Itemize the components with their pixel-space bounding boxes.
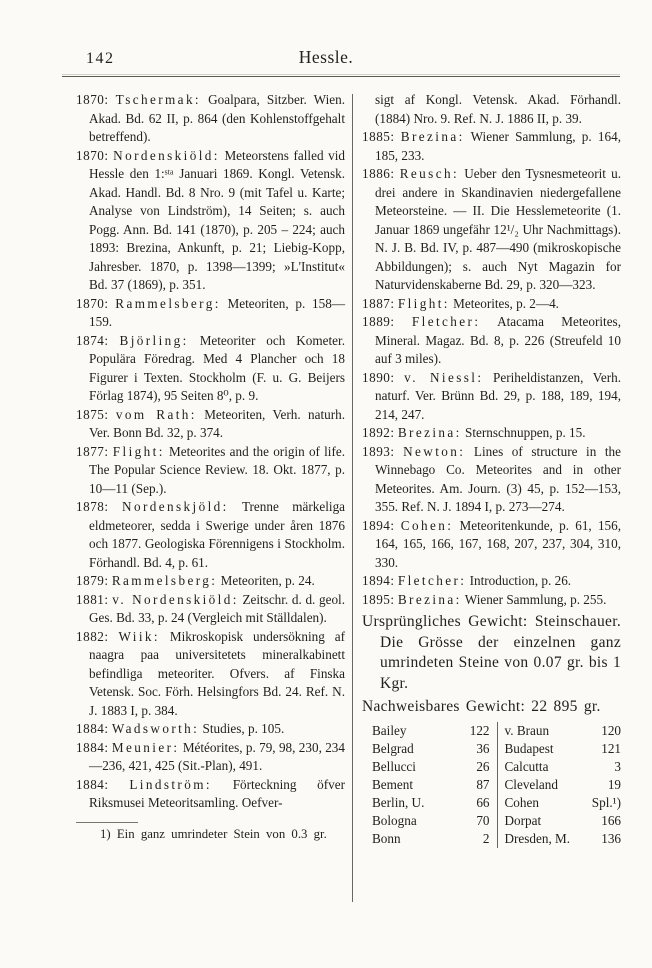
entry-year: 1881: xyxy=(76,591,109,607)
table-row xyxy=(505,794,622,812)
entry-author: Flight: xyxy=(397,295,450,311)
bib-entry xyxy=(362,572,621,591)
collection-name: Calcutta xyxy=(504,758,549,774)
entry-year: 1879: xyxy=(76,573,109,588)
left-column xyxy=(76,91,345,843)
bib-entry xyxy=(362,591,621,610)
table-row xyxy=(372,722,490,740)
entry-author: Rammelsberg: xyxy=(111,573,218,588)
bib-entry xyxy=(76,91,345,147)
entry-author: Meunier: xyxy=(111,739,180,755)
collection-weight: 36 xyxy=(476,740,490,756)
collection-name: Budapest xyxy=(504,740,554,756)
bib-entry xyxy=(76,572,345,591)
entry-text: Introduction, p. 26. xyxy=(469,573,572,588)
table-row xyxy=(372,830,490,848)
weight-table xyxy=(372,722,621,848)
header-rule xyxy=(62,76,620,77)
entry-author: Nordenskiöld: xyxy=(113,147,220,163)
entry-year: 1878: xyxy=(76,499,109,514)
bib-entry xyxy=(76,739,345,776)
table-row xyxy=(372,794,490,812)
entry-year: 1887: xyxy=(362,295,395,311)
collection-name: Bement xyxy=(372,776,414,792)
bib-entry-continuation: sigt af Kongl. Vetensk. Akad. Förhandl. (1884) Nro. 9. Ref. N. J. 1886 II, p. 39. xyxy=(375,92,621,126)
table-row xyxy=(505,722,622,740)
entry-text: Meteorites, p. 2—4. xyxy=(453,295,559,311)
entry-year: 1882: xyxy=(76,628,109,644)
entry-text: Zeitschr. d. d. geol. Ges. Bd. 33, p. 24 (Vergleich mit Ställdalen). xyxy=(89,591,346,625)
entry-text: Meteoriten, p. 158—159. xyxy=(89,295,346,329)
entry-year: 1875: xyxy=(76,406,109,422)
entry-text: Meteorites and the origin of life. The Popular Science Review. 18. Okt. 1877, p. 10—11 (Sep.). xyxy=(89,443,346,496)
entry-text: Meteorstens falled vid Hessle den 1:ˢᵗᵃ Januari 1869. Kongl. Vetensk. Akad. Handl. Bd. 8 Nro. 9 (mit Tafel u. Karte; Analyse von Lindström), 14 Seiten; s. auch Pogg. Ann. Bd. 141 (1870), p. 205 – 224; auch 1893: Brezina, Ankunft, p. 21; Liebig-Kopp, Jahresber. 1870, p. 1398—1399; »L'Institut« Bd. 37 (1869), p. 351. xyxy=(89,147,346,292)
collection-weight: 2 xyxy=(482,830,490,846)
entry-author: Nordenskjöld: xyxy=(122,499,229,514)
entry-author: Rammelsberg: xyxy=(115,295,221,311)
table-row xyxy=(372,758,490,776)
entry-year: 1884: xyxy=(76,739,109,755)
footnote: 1) Ein ganz umrindeter Stein von 0.3 gr. xyxy=(100,826,327,841)
entry-author: Brezina: xyxy=(397,591,462,607)
entry-text: Sternschnuppen, p. 15. xyxy=(465,425,586,440)
entry-author: Lindström: xyxy=(129,776,212,792)
entry-author: Fletcher: xyxy=(411,314,481,329)
bib-entry xyxy=(76,147,345,295)
entry-text: Ueber den Tysnesmeteorit u. drei andere in Skandinavien niedergefallene Meteorsteine. — II. Die Hesslemeteorite (1. Januar 1869 ungefähr 12¹/₂ Uhr Nachmittags). N. J. B. Bd. IV, p. 487—490 (mikroskopische Abbildungen); s. auch Nyt Magazin for Naturvidenskaberne Bd. 29, p. 320—323. xyxy=(375,166,621,292)
collection-name: Cohen xyxy=(504,794,539,810)
entry-year: 1870: xyxy=(76,295,109,311)
collection-name: Belgrad xyxy=(372,740,414,756)
entry-year: 1874: xyxy=(76,332,109,348)
collection-weight: 26 xyxy=(476,758,490,774)
collection-name: Bonn xyxy=(372,830,401,846)
collection-weight: 136 xyxy=(601,830,621,846)
entry-text: Periheldistanzen, Verh. naturf. Ver. Brünn Bd. 29, p. 188, 189, 194, 214, 247. xyxy=(375,369,621,422)
table-row xyxy=(372,776,490,794)
entry-author: Tschermak: xyxy=(115,92,201,107)
collection-weight: 66 xyxy=(476,794,490,810)
entry-year: 1895: xyxy=(362,591,395,607)
entry-year: 1877: xyxy=(76,443,109,459)
running-title: Hessle. xyxy=(298,47,354,67)
collection-name: v. Braun xyxy=(504,722,550,738)
entry-author: Fletcher: xyxy=(397,573,467,588)
entry-text: Meteoriter och Kometer. Populära Föredrag. Med 4 Plancher och 18 Figurer i Texten. Stockholm (F. u. G. Beijers Förlag 1874), 95 Seiten 8⁰, p. 9. xyxy=(89,332,345,403)
collection-weight: 121 xyxy=(601,740,621,756)
collection-weight: 120 xyxy=(601,722,621,738)
bib-entry xyxy=(362,443,621,517)
entry-text: Lines of structure in the Winnebago Co. Meteorites and in other Meteorites. Am. Journ. (3) 45, p. 152—153, 355. Ref. N. J. 1894 I, p. 273—274. xyxy=(375,443,622,514)
entry-year: 1884: xyxy=(76,721,109,736)
bib-entry xyxy=(362,313,621,369)
entry-author: Wadsworth: xyxy=(111,721,200,736)
bib-entry xyxy=(76,628,345,721)
entry-author: v. Niessl: xyxy=(404,369,484,385)
collection-weight: 166 xyxy=(601,812,621,828)
bib-entry xyxy=(362,128,621,165)
table-row xyxy=(505,776,622,794)
entry-year: 1884: xyxy=(76,776,109,792)
entry-year: 1893: xyxy=(362,443,395,459)
bib-entry xyxy=(362,517,621,573)
entry-author: Flight: xyxy=(112,443,165,459)
collection-name: Berlin, U. xyxy=(372,794,425,810)
original-weight-paragraph: Ursprüngliches Gewicht: Steinschauer. Die Grösse der einzelnen ganz umrindeten Steine von 0.07 gr. bis 1 Kgr. xyxy=(362,613,621,692)
table-row xyxy=(505,758,622,776)
bib-entry xyxy=(76,406,345,443)
table-row xyxy=(372,740,490,758)
collection-weight: 3 xyxy=(614,758,621,774)
entry-author: vom Rath: xyxy=(115,406,197,422)
collection-name: Bailey xyxy=(372,722,407,738)
bib-entry xyxy=(76,591,345,628)
entry-year: 1894: xyxy=(362,517,395,533)
entry-text: Meteoriten, Verh. naturh. Ver. Bonn Bd. 32, p. 374. xyxy=(89,406,345,440)
weight-table-right xyxy=(497,722,622,848)
collection-name: Bellucci xyxy=(372,758,416,774)
collection-weight: 70 xyxy=(476,812,490,828)
entry-year: 1885: xyxy=(362,129,395,144)
bib-entry xyxy=(362,295,621,314)
entry-text: Atacama Meteorites, Mineral. Magaz. Bd. 8, p. 226 (Streufeld 10 auf 3 miles). xyxy=(375,314,621,366)
bib-entry xyxy=(76,776,345,813)
collection-name: Bologna xyxy=(372,812,417,828)
entry-text: Förteckning öfver Riksmusei Meteoritsamling. Oefver- xyxy=(89,776,346,810)
entry-author: Björling: xyxy=(119,332,189,348)
bib-entry xyxy=(362,369,621,425)
entry-year: 1894: xyxy=(362,573,395,588)
entry-year: 1892: xyxy=(362,425,395,440)
verified-weight-line: Nachweisbares Gewicht: 22 895 gr. xyxy=(362,698,601,715)
entry-year: 1870: xyxy=(76,92,109,107)
right-column xyxy=(362,91,621,848)
collection-weight: 87 xyxy=(476,776,490,792)
collection-weight: Spl.¹) xyxy=(591,794,621,810)
table-row xyxy=(505,812,622,830)
entry-text: Mikroskopisk undersökning af naagra paa universitetets mineralkabinett befindliga meteoriter. Ofvers. af Finska Vetensk. Soc. Förh. Helsingfors Bd. 24. Ref. N. J. 1883 I, p. 384. xyxy=(89,628,345,718)
entry-text: Goalpara, Sitzber. Wien. Akad. Bd. 62 II, p. 864 (den Kohlenstoffgehalt betreffend). xyxy=(89,92,346,144)
page-number: 142 xyxy=(86,50,115,67)
entry-text: Météorites, p. 79, 98, 230, 234—236, 421, 425 (Sit.-Plan), 491. xyxy=(89,739,345,773)
collection-weight: 19 xyxy=(607,776,621,792)
table-row xyxy=(505,830,622,848)
entry-text: Wiener Sammlung, p. 255. xyxy=(464,591,607,607)
table-row xyxy=(505,740,622,758)
entry-author: Brezina: xyxy=(400,129,465,144)
entry-year: 1889: xyxy=(362,314,395,329)
entry-text: Wiener Sammlung, p. 164, 185, 233. xyxy=(375,129,621,163)
entry-text: Studies, p. 105. xyxy=(202,721,285,736)
column-divider xyxy=(352,94,353,902)
entry-text: Trenne märkeliga eldmeteorer, sedda i Swerige under åren 1876 och 1877. Geologiska Förennigens i Stockholm. Förhandl. Bd. 4, p. 61. xyxy=(89,499,346,570)
bib-entry xyxy=(362,424,621,443)
entry-text: Meteoriten, p. 24. xyxy=(220,573,315,588)
entry-text: Meteoritenkunde, p. 61, 156, 164, 165, 166, 167, 168, 207, 237, 304, 310, 330. xyxy=(375,517,622,570)
bib-entry xyxy=(76,295,345,332)
entry-author: Newton: xyxy=(403,443,466,459)
entry-author: Brezina: xyxy=(397,425,462,440)
entry-year: 1886: xyxy=(362,166,395,181)
footnote-rule xyxy=(76,822,138,823)
entry-year: 1890: xyxy=(362,369,395,385)
bib-entry xyxy=(76,498,345,572)
collection-weight: 122 xyxy=(469,722,490,738)
collection-name: Dorpat xyxy=(504,812,542,828)
entry-year: 1870: xyxy=(76,147,109,163)
bib-entry xyxy=(76,443,345,499)
entry-author: Wiik: xyxy=(118,628,160,644)
weight-table-left xyxy=(372,722,497,848)
collection-name: Dresden, M. xyxy=(504,830,571,846)
table-row xyxy=(372,812,490,830)
bib-entry xyxy=(76,332,345,406)
entry-author: Cohen: xyxy=(400,517,454,533)
entry-author: Reusch: xyxy=(399,166,460,181)
entry-author: v. Nordenskiöld: xyxy=(112,591,239,607)
bib-entry xyxy=(76,720,345,739)
bib-entry xyxy=(362,165,621,295)
collection-name: Cleveland xyxy=(504,776,558,792)
